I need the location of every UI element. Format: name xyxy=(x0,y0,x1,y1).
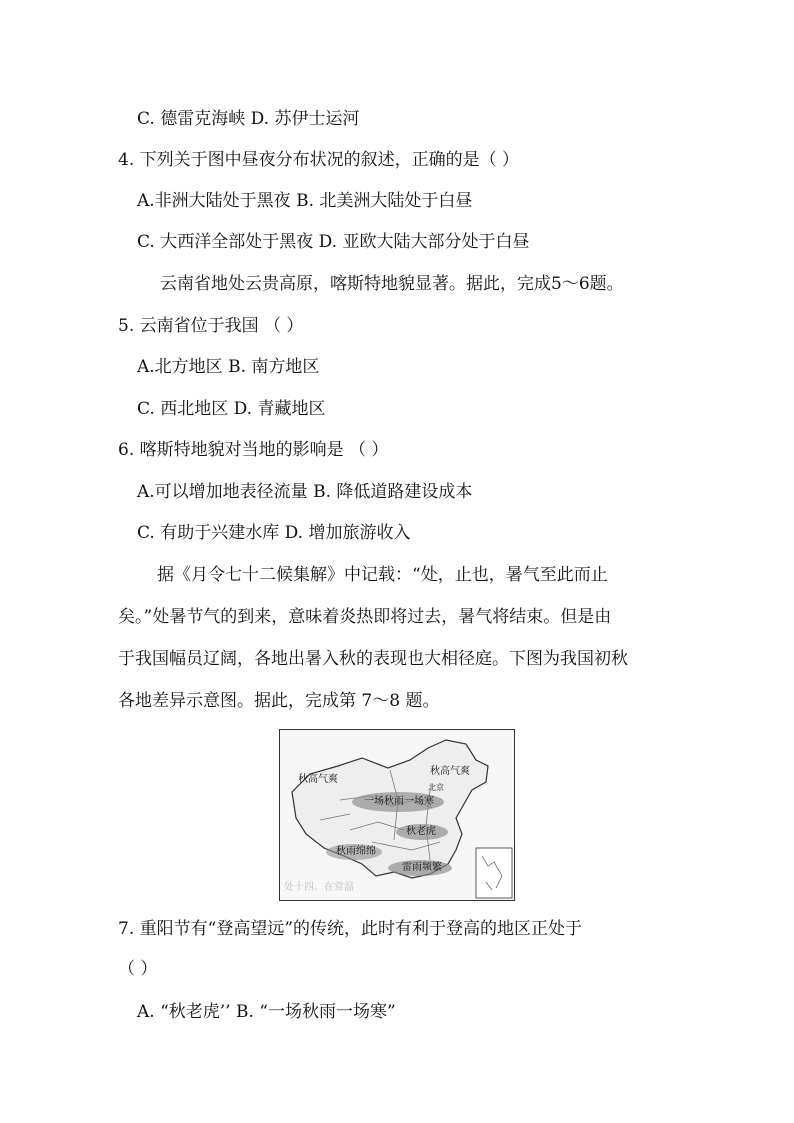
label-faint-caption: 处十四、在常温 xyxy=(284,882,354,893)
question-4-options-c-d: C. 大西洋全部处于黑夜 D. 亚欧大陆大部分处于白昼 xyxy=(137,232,530,252)
label-continuous-rain: 秋雨绵绵 xyxy=(336,846,376,857)
intro-yunnan: 云南省地处云贵高原，喀斯特地貌显著。据此，完成5～6题。 xyxy=(160,274,624,294)
label-ne-autumn-clear: 秋高气爽 xyxy=(430,766,470,777)
passage-line-3: 于我国幅员辽阔，各地出暑入秋的表现也大相径庭。下图为我国初秋 xyxy=(118,649,628,669)
option-line-c-d: C. 德雷克海峡 D. 苏伊士运河 xyxy=(137,109,360,129)
question-7: 7. 重阳节有“登高望远”的传统，此时有利于登高的地区正处于 xyxy=(118,919,583,939)
question-6: 6. 喀斯特地貌对当地的影响是 （ ） xyxy=(118,440,389,460)
question-4-options-a-b: A.非洲大陆处于黑夜 B. 北美洲大陆处于白昼 xyxy=(137,191,473,211)
passage-line-2: 矣。”处暑节气的到来，意味着炎热即将过去，暑气将结束。但是由 xyxy=(118,607,612,627)
question-6-options-c-d: C. 有助于兴建水库 D. 增加旅游收入 xyxy=(137,523,411,543)
china-autumn-map xyxy=(279,729,515,901)
question-7-blank: （ ） xyxy=(118,959,158,979)
label-beijing: 北京 xyxy=(428,783,444,792)
question-5-options-a-b: A.北方地区 B. 南方地区 xyxy=(137,357,320,377)
question-5: 5. 云南省位于我国 （ ） xyxy=(118,316,304,336)
label-autumn-rain-cold: 一场秋雨一场寒 xyxy=(364,796,434,807)
question-7-options-a-b: A. “秋老虎’’ B. “一场秋雨一场寒” xyxy=(137,1002,396,1022)
label-frequent-thunderstorms: 雷雨频繁 xyxy=(402,862,442,873)
passage-line-4: 各地差异示意图。据此，完成第 7～8 题。 xyxy=(118,691,440,711)
china-outline-drawing xyxy=(280,730,514,900)
question-4: 4. 下列关于图中昼夜分布状况的叙述，正确的是（ ） xyxy=(118,150,520,170)
label-west-autumn-clear: 秋高气爽 xyxy=(298,774,338,785)
label-autumn-tiger: 秋老虎 xyxy=(406,826,436,837)
question-6-options-a-b: A.可以增加地表径流量 B. 降低道路建设成本 xyxy=(137,482,473,502)
passage-line-1: 据《月令七十二候集解》中记载：“处，止也，暑气至此而止 xyxy=(157,565,608,585)
question-5-options-c-d: C. 西北地区 D. 青藏地区 xyxy=(137,399,326,419)
